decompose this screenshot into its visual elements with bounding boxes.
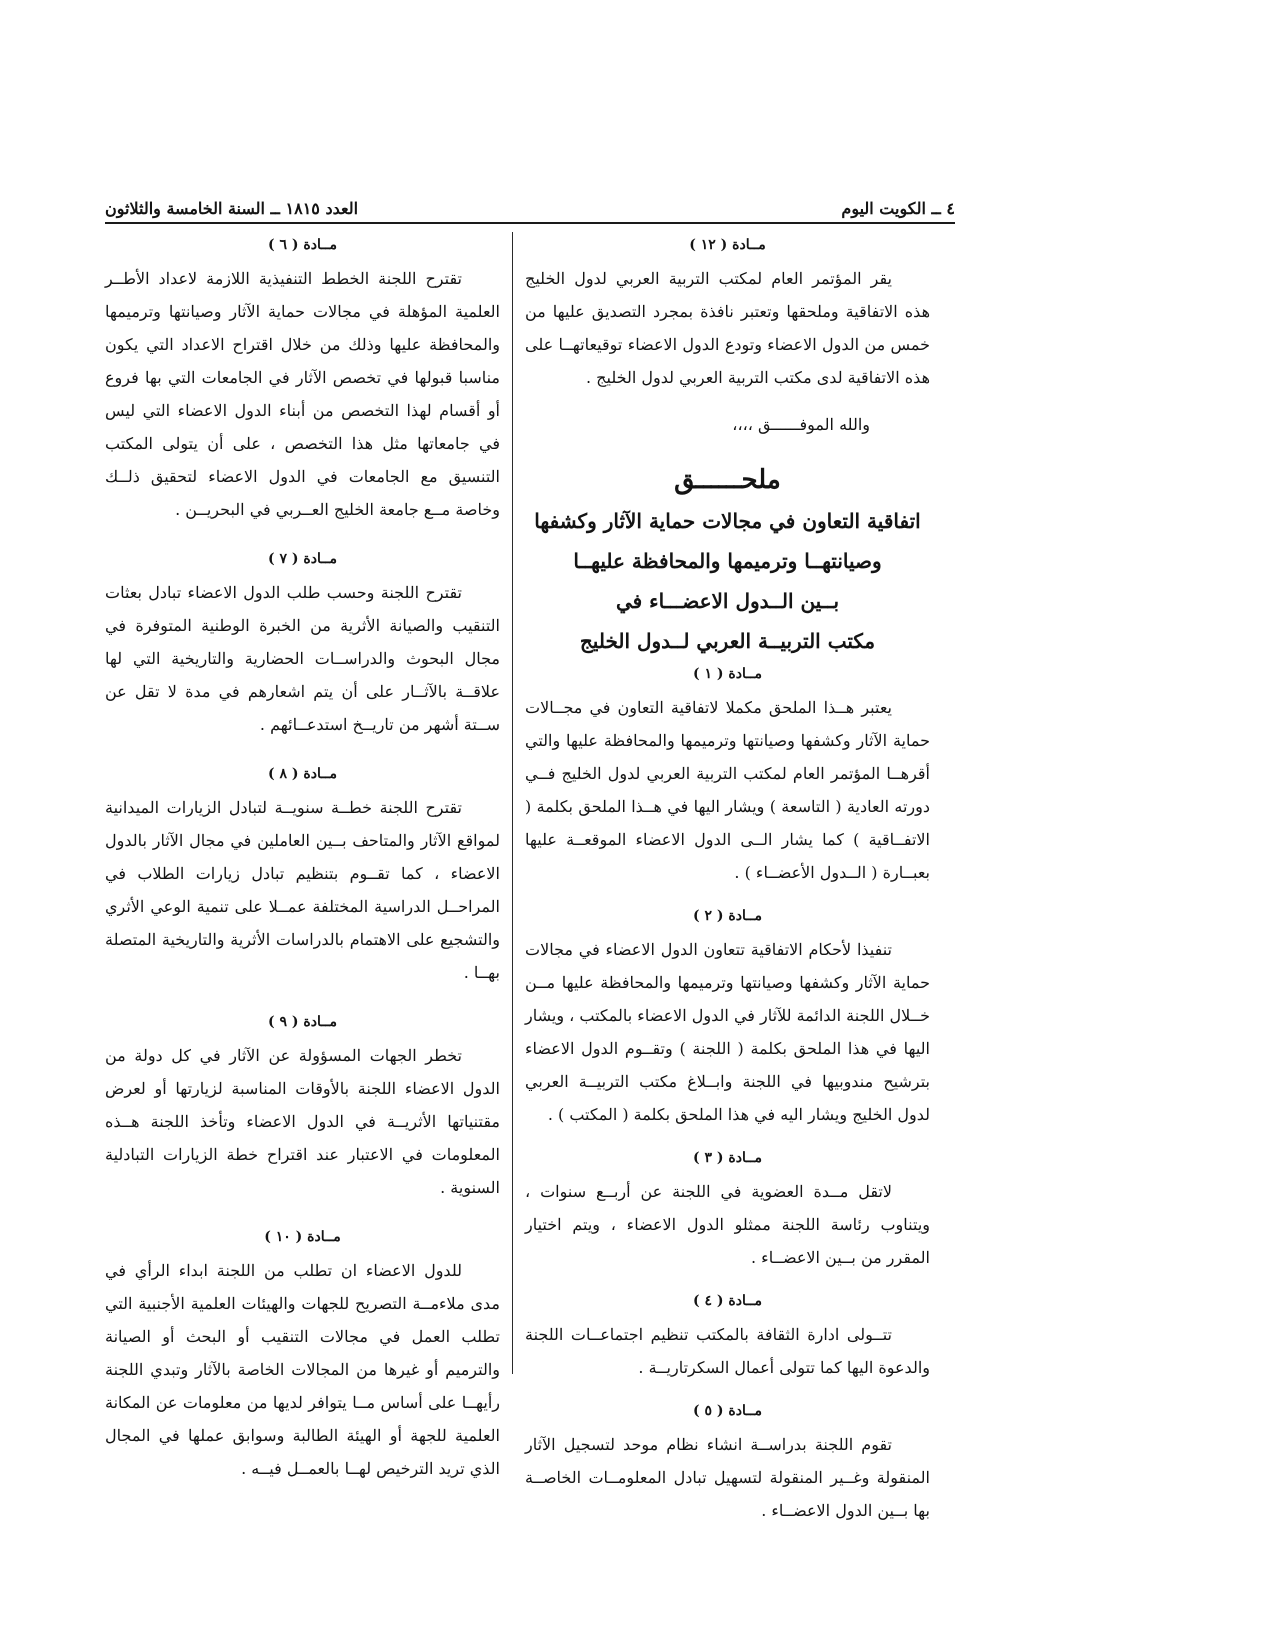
article-1-text: يعتبر هــذا الملحق مكملا لاتفاقية التعاون في مجــالات حماية الآثار وكشفها وصيانتها وترميمها والمحافظة عليها والتي أقرهــا المؤتمر العام لمكتب التربية العربي لدول الخليج فــي دورته العادية ( التاسعة ) ويشار اليها في هــذا الملحق بكلمة ( الاتفــاقية ) كما يشار الــى الدول الاعضاء الموقعــة عليها بعبــارة ( الــدول الأعضــاء ) . <box>525 698 931 882</box>
closing-phrase: والله الموفــــــق ،،،، <box>732 415 870 434</box>
article-10-text: للدول الاعضاء ان تطلب من اللجنة ابداء الرأي في مدى ملاءمــة التصريح للجهات والهيئات العلمية الأجنبية التي تطلب العمل في مجالات التنقيب أو البحث أو الصيانة والترميم أو غيرها من المجالات الخاصة بالآثار وتبدي اللجنة رأيهــا على أساس مــا يتوافر لديها من معلومات عن المكانة العلمية للجهة أو الهيئة الطالبة وسوابق عملها في المجال الذي تريد الترخيص لهــا بالعمــل فيــه . <box>105 1261 500 1478</box>
page-header <box>105 192 955 218</box>
article-9-text: تخطر الجهات المسؤولة عن الآثار في كل دولة من الدول الاعضاء اللجنة بالأوقات المناسبة لزيارتها أو لعرض مقتنياتها الأثريــة في الدول الاعضاء وتأخذ اللجنة هــذه المعلومات في الاعتبار عند اقتراح خطة الزيارات التبادلية السنوية . <box>105 1046 500 1197</box>
article-7-heading: مــادة ( ٧ ) <box>268 551 337 567</box>
article-12-text: يقر المؤتمر العام لمكتب التربية العربي لدول الخليج هذه الاتفاقية وملحقها وتعتبر نافذة بمجرد التصديق عليها من خمس من الدول الاعضاء وتودع الدول الاعضاء توقيعاتهــا على هذه الاتفاقية لدى مكتب التربية العربي لدول الخليج . <box>525 269 930 387</box>
article-2-text: تنفيذا لأحكام الاتفاقية تتعاون الدول الاعضاء في مجالات حماية الآثار وكشفها وصيانتها وترميمها والمحافظة عليها مــن خــلال اللجنة الدائمة للآثار في الدول الاعضاء بالمكتب ، ويشار اليها في هذا الملحق بكلمة ( اللجنة ) وتقــوم الدول الاعضاء بترشيح مندوبيها في اللجنة وابــلاغ مكتب التربيــة العربي لدول الخليج ويشار اليه في هذا الملحق بكلمة ( المكتب ) . <box>525 940 930 1124</box>
article-8-heading: مــادة ( ٨ ) <box>268 766 337 782</box>
left-column <box>105 232 500 1499</box>
article-4-text: تتــولى ادارة الثقافة بالمكتب تنظيم اجتماعــات اللجنة والدعوة اليها كما تتولى أعمال السكرتاريــة . <box>525 1325 930 1377</box>
annex-subtitle-line-4: مكتب التربيــة العربي لــدول الخليج <box>579 629 876 653</box>
article-12-heading: مــادة ( ١٢ ) <box>689 237 766 253</box>
annex-subtitle-line-2: وصيانتهــا وترميمها والمحافظة عليهــا <box>573 549 882 573</box>
header-issue-info: العدد ١٨١٥ ــ السنة الخامسة والثلاثون <box>105 199 359 218</box>
article-4-heading: مــادة ( ٤ ) <box>693 1293 762 1309</box>
right-column <box>525 232 930 1541</box>
article-3-heading: مــادة ( ٣ ) <box>693 1150 762 1166</box>
article-6-heading: مــادة ( ٦ ) <box>268 237 337 253</box>
article-6-text: تقترح اللجنة الخطط التنفيذية اللازمة لاعداد الأطــر العلمية المؤهلة في مجالات حماية الآثار وصيانتها وترميمها والمحافظة عليها وذلك من خلال اقتراح الاعداد التي يكون مناسبا قبولها في تخصص الآثار في الجامعات التي بها فروع أو أقسام لهذا التخصص من أبناء الدول الاعضاء التي ليس في جامعاتها مثل هذا التخصص ، على أن يتولى المكتب التنسيق مع الجامعات في الدول الاعضاء لتحقيق ذلــك وخاصة مــع جامعة الخليج العــربي في البحريــن . <box>105 269 500 519</box>
header-rule <box>105 222 955 224</box>
article-9-heading: مــادة ( ٩ ) <box>268 1014 337 1030</box>
annex-subtitle-line-3: بــين الــدول الاعضـــاء في <box>615 589 840 613</box>
column-divider <box>512 232 513 1374</box>
article-1-heading: مــادة ( ١ ) <box>693 666 762 682</box>
annex-subtitle-line-1: اتفاقية التعاون في مجالات حماية الآثار وكشفها <box>534 509 921 533</box>
article-5-text: تقوم اللجنة بدراســة انشاء نظام موحد لتسجيل الآثار المنقولة وغــير المنقولة لتسهيل تبادل المعلومــات الخاصــة بها بــين الدول الاعضــاء . <box>525 1435 930 1520</box>
article-5-heading: مــادة ( ٥ ) <box>693 1403 762 1419</box>
article-7-text: تقترح اللجنة وحسب طلب الدول الاعضاء تبادل بعثات التنقيب والصيانة الأثرية من الخبرة الوطنية المتوفرة في مجال البحوث والدراســات الحضارية والتاريخية التي لها علاقــة بالآثــار على أن يتم اشعارهم في مدة لا تقل عن ســتة أشهر من تاريــخ استدعــائهم . <box>105 583 500 734</box>
article-10-heading: مــادة ( ١٠ ) <box>264 1229 341 1245</box>
annex-title: ملحــــــق <box>674 465 781 495</box>
article-3-text: لاتقل مــدة العضوية في اللجنة عن أربــع سنوات ، ويتناوب رئاسة اللجنة ممثلو الدول الاعضاء ، ويتم اختيار المقرر من بــين الاعضــاء . <box>525 1182 930 1267</box>
header-page-number-title: ٤ ــ الكويت اليوم <box>841 199 955 218</box>
article-8-text: تقترح اللجنة خطــة سنويــة لتبادل الزيارات الميدانية لمواقع الآثار والمتاحف بــين العاملين في مجال الآثار بالدول الاعضاء ، كما تقــوم بتنظيم تبادل زيارات الطلاب في المراحــل الدراسية المختلفة عمــلا على تنمية الوعي الأثري والتشجيع على الاهتمام بالدراسات الأثرية والتاريخية المتصلة بهــا . <box>105 798 501 982</box>
article-2-heading: مــادة ( ٢ ) <box>693 908 762 924</box>
